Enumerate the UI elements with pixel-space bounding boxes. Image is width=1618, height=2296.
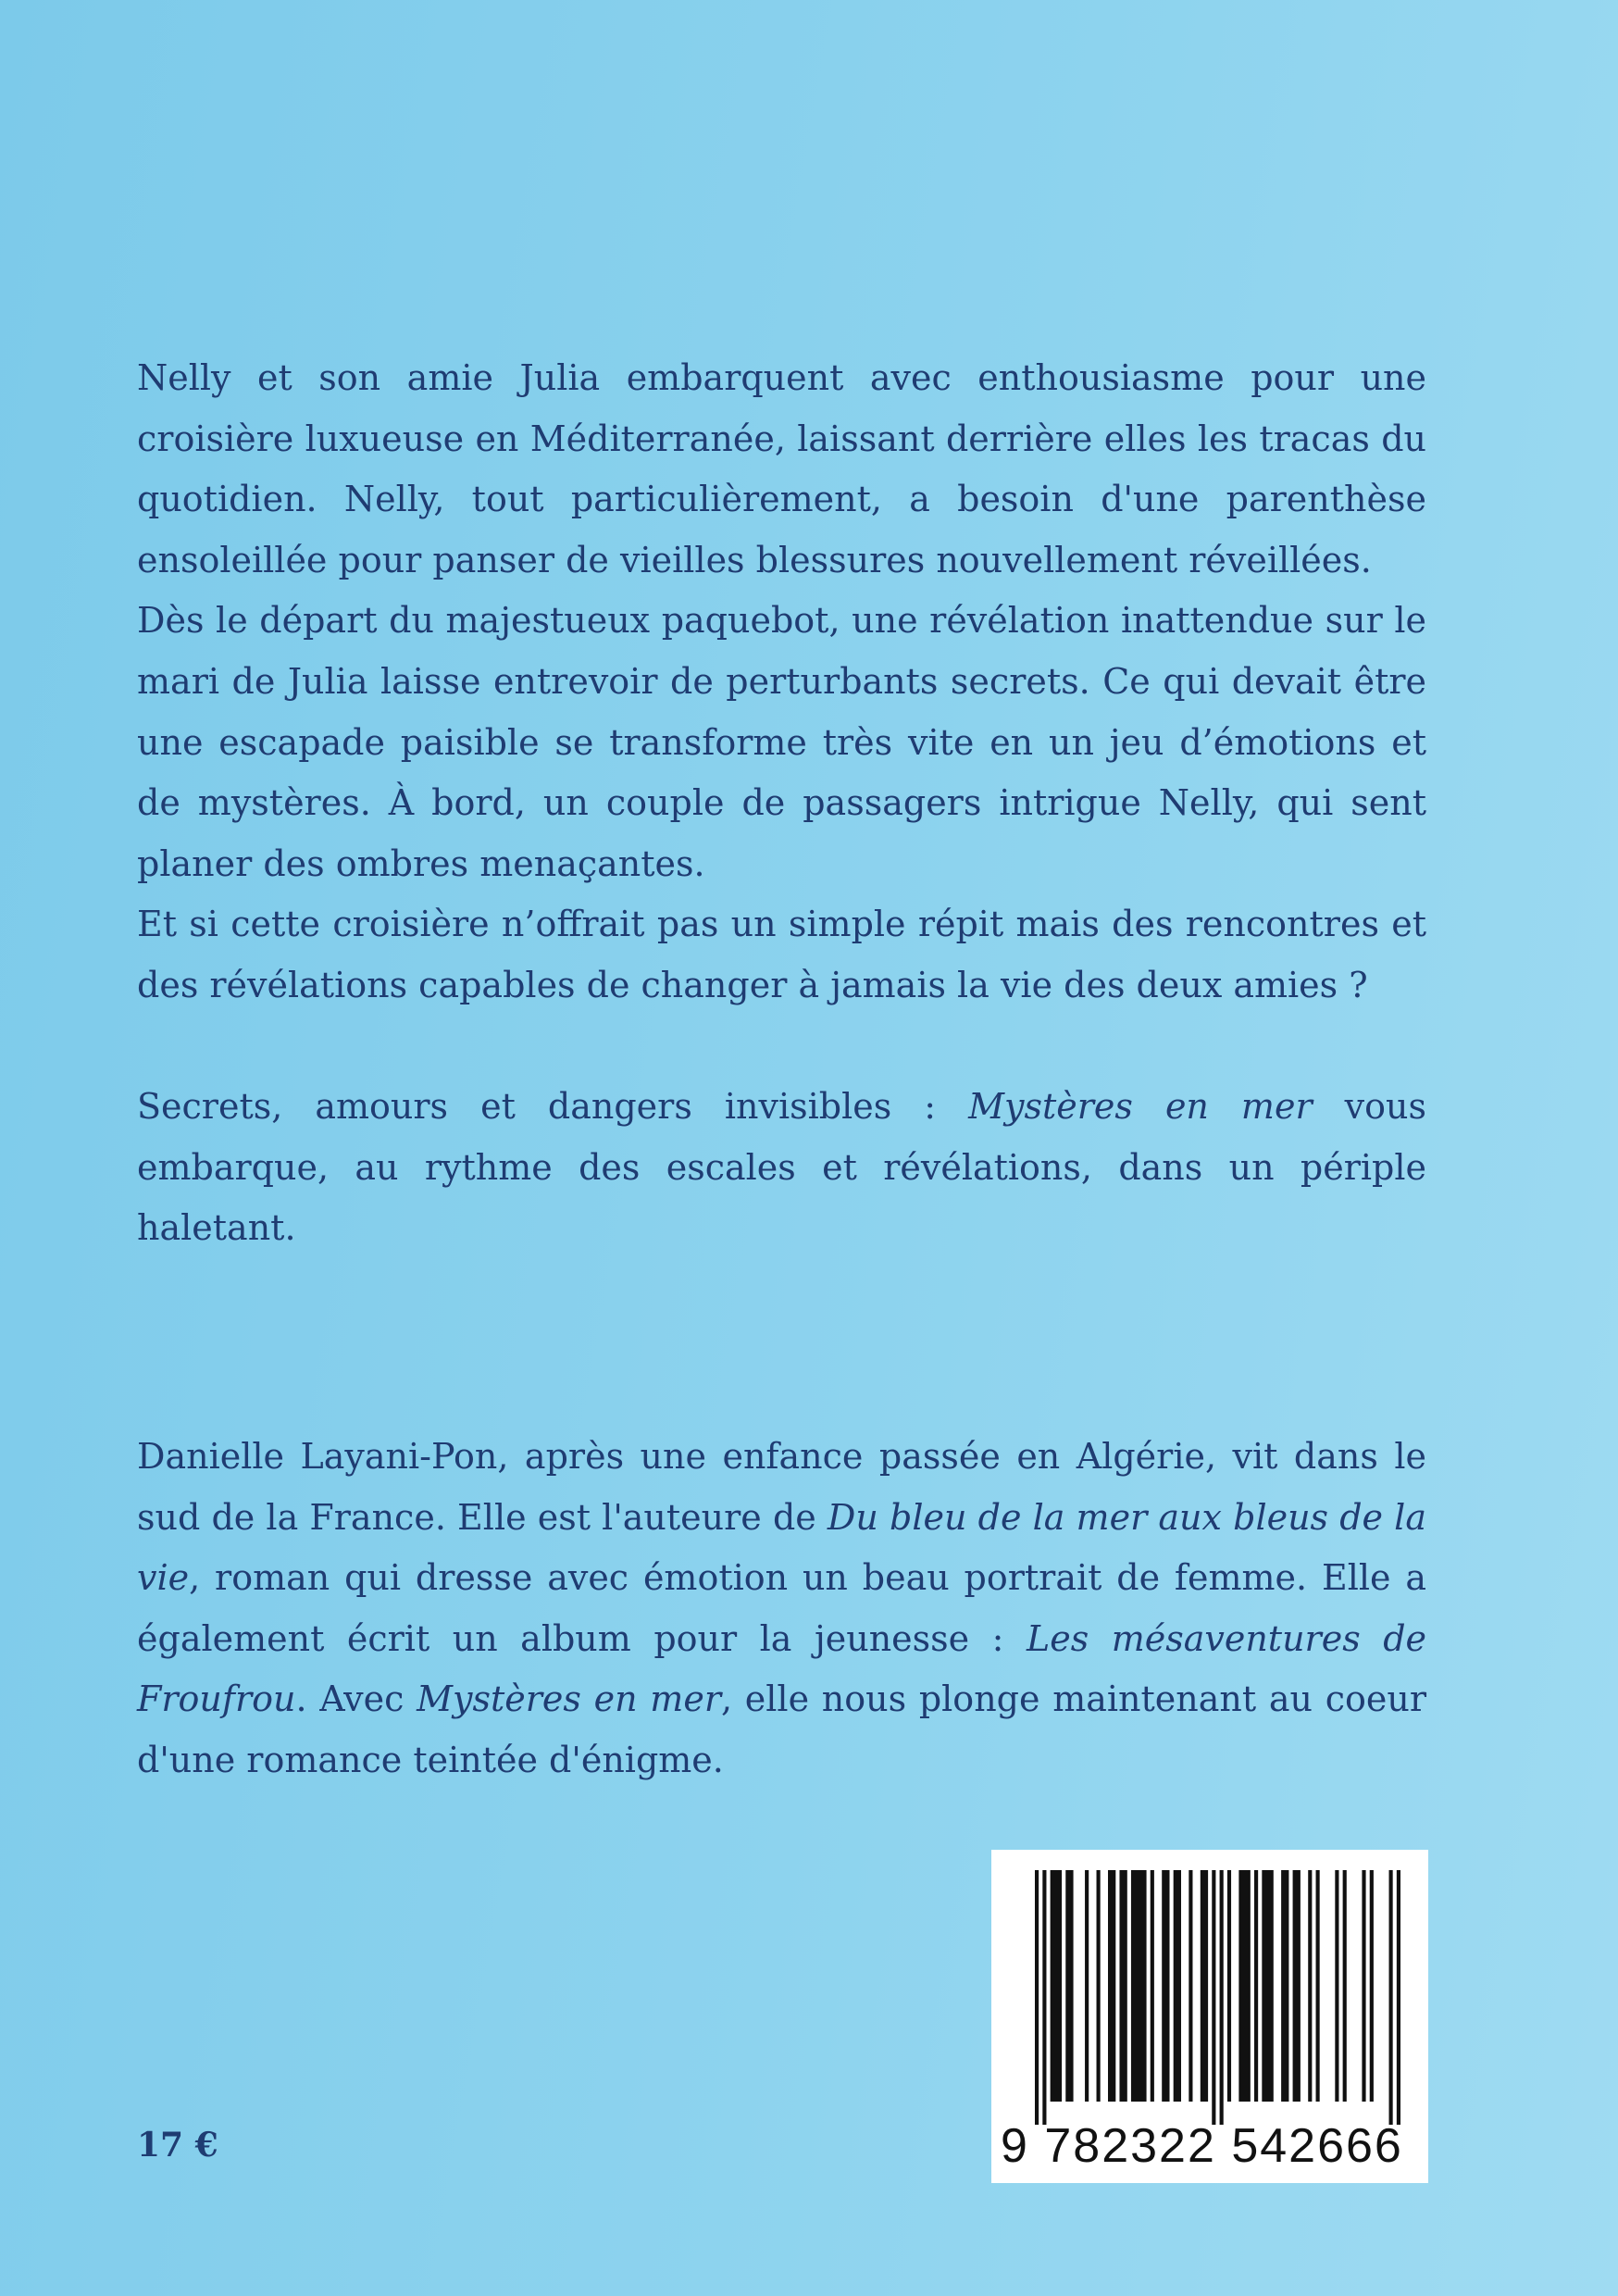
author-bio-text xyxy=(137,1427,1426,1791)
tagline xyxy=(137,1077,1426,1259)
author-bio-part-2: , roman qui dresse avec émotion un beau portrait de femme. Elle a également écrit un album pour la jeunesse : xyxy=(137,1557,1426,1659)
tagline-rest: vous embarque, au rythme des escales et révélations, dans un périple haletant. xyxy=(137,1086,1426,1249)
author-book-1-title: Du bleu de la mer aux bleus de la vie xyxy=(137,1496,1426,1599)
synopsis-paragraph-2: Dès le départ du majestueux paquebot, une révélation inattendue sur le mari de Julia laisse entrevoir de perturbants secrets. Ce qui devait être une escapade paisible se transforme très vite en un jeu d’émotions et de mystères. À bord, un couple de passagers intrigue Nelly, qui sent planer des ombres menaçantes. xyxy=(137,600,1426,884)
barcode-bar xyxy=(1308,1870,1312,2102)
barcode-bar xyxy=(1362,1870,1365,2102)
tagline-text xyxy=(137,1077,1426,1259)
barcode-bar xyxy=(1042,1870,1046,2125)
barcode-bar xyxy=(1108,1870,1115,2102)
author-bio-part-3: . Avec xyxy=(295,1678,417,1720)
barcode-bar xyxy=(1119,1870,1126,2102)
barcode-bar xyxy=(1151,1870,1154,2102)
barcode-bar xyxy=(1085,1870,1089,2102)
barcode-bar xyxy=(1212,1870,1215,2125)
author-book-2-title: Les mésaventures de Froufrou xyxy=(137,1617,1427,1720)
synopsis-paragraph-1: Nelly et son amie Julia embarquent avec enthousiasme pour une croisière luxueuse en Méditerranée, laissant derrière elles les tracas du quotidien. Nelly, tout particulièrement, a besoin d'une parenthèse ensoleillée pour panser de vieilles blessures nouvellement réveillées. xyxy=(137,357,1426,580)
author-book-3-title: Mystères en mer xyxy=(417,1678,721,1720)
barcode-bar xyxy=(1316,1870,1320,2102)
barcode-bars xyxy=(1035,1870,1400,2125)
barcode-bar xyxy=(1227,1870,1231,2102)
synopsis-blurb xyxy=(137,348,1426,1017)
barcode-bar xyxy=(1343,1870,1347,2102)
barcode-bar xyxy=(1097,1870,1101,2102)
author-bio-part-4: , elle nous plonge maintenant au coeur d'une romance teintée d'énigme. xyxy=(137,1678,1426,1780)
barcode-bar xyxy=(1220,1870,1224,2125)
barcode-bar xyxy=(1254,1870,1258,2102)
barcode-bar xyxy=(1051,1870,1062,2102)
barcode-bar xyxy=(1131,1870,1147,2102)
barcode-bar xyxy=(1397,1870,1400,2125)
barcode-bar xyxy=(1238,1870,1250,2102)
barcode-bar xyxy=(1065,1870,1073,2102)
isbn-barcode xyxy=(991,1850,1428,2183)
author-bio xyxy=(137,1427,1426,1791)
barcode-bar xyxy=(1335,1870,1338,2102)
barcode-bar xyxy=(1189,1870,1192,2102)
tagline-book-title: Mystères en mer xyxy=(968,1086,1313,1127)
barcode-bar xyxy=(1035,1870,1039,2125)
barcode-bar xyxy=(1370,1870,1374,2102)
isbn-digits: 9 782322 542666 xyxy=(1001,2119,1403,2173)
barcode-bar xyxy=(1281,1870,1288,2102)
author-bio-part-1: Danielle Layani-Pon, après une enfance passée en Algérie, vit dans le sud de la France. Elle est l'auteure de xyxy=(137,1436,1426,1538)
tagline-lead: Secrets, amours et dangers invisibles : xyxy=(137,1086,969,1127)
barcode-bar xyxy=(1389,1870,1393,2125)
barcode-bar xyxy=(1174,1870,1181,2102)
price-label: 17 € xyxy=(137,2126,218,2165)
barcode-bar xyxy=(1201,1870,1208,2102)
synopsis-paragraph-3: Et si cette croisière n’offrait pas un simple répit mais des rencontres et des révélations capables de changer à jamais la vie des deux amies ? xyxy=(137,904,1426,1005)
barcode-bar xyxy=(1162,1870,1169,2102)
barcode-bar xyxy=(1262,1870,1273,2102)
barcode-bar xyxy=(1293,1870,1301,2102)
